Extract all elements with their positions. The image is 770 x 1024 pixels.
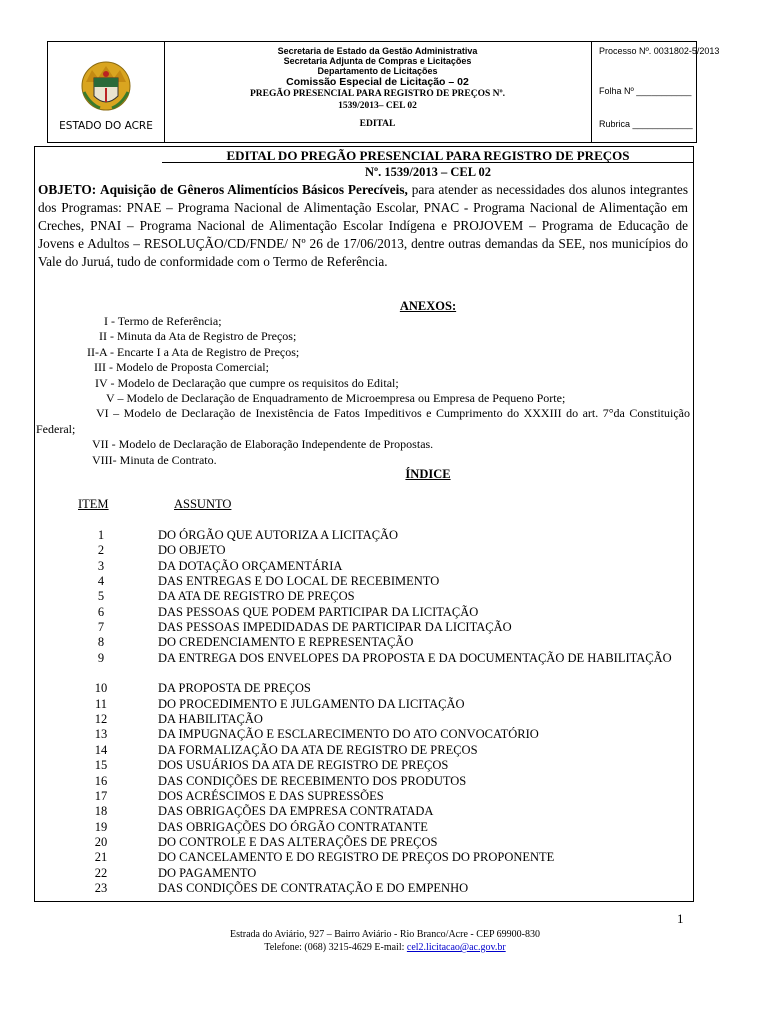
indice-row-number: 9 — [97, 650, 105, 665]
indice-row-subject: DA HABILITAÇÃO — [158, 712, 263, 727]
header-line-pregao: PREGÃO PRESENCIAL PARA REGISTRO DE PREÇOS Nº. — [249, 89, 505, 99]
indice-row-subject: DO ÓRGÃO QUE AUTORIZA A LICITAÇÃO — [158, 528, 399, 542]
indice-row — [60, 850, 690, 865]
indice-row — [60, 559, 690, 574]
indice-row-subject: DA PROPOSTA DE PREÇOS — [158, 681, 311, 696]
indice-row-number: 11 — [94, 696, 108, 711]
objeto-bold-text: Aquisição de Gêneros Alimentícios Básicos Perecíveis, — [99, 182, 408, 197]
indice-row-number: 3 — [97, 558, 105, 573]
header-line-edital: EDITAL — [359, 119, 396, 129]
indice-row-number: 10 — [94, 681, 108, 696]
anexo-item: II-A - Encarte I a Ata de Registro de Preços; — [87, 344, 300, 359]
indice-row — [60, 681, 690, 696]
indice-row-number: 6 — [97, 604, 105, 619]
anexo-item: VI – Modelo de Declaração de Inexistência de Fatos Impeditivos e Cumprimento do XXXIII do art. 7°da Constituição Federal; — [36, 406, 690, 436]
indice-row-number: 5 — [97, 589, 105, 604]
indice-row — [60, 727, 690, 742]
indice-row — [60, 605, 690, 620]
header-logo-cell — [48, 42, 165, 142]
indice-row — [60, 866, 690, 881]
indice-row — [60, 835, 690, 850]
header-line-departamento: Departamento de Licitações — [317, 66, 438, 76]
indice-row-subject: DA DOTAÇÃO ORÇAMENTÁRIA — [158, 558, 343, 573]
indice-row-number: 19 — [94, 819, 108, 834]
indice-row-subject: DA IMPUGNAÇÃO E ESCLARECIMENTO DO ATO CONVOCATÓRIO — [158, 727, 539, 742]
indice-row-number: 17 — [94, 788, 108, 803]
indice-row-number: 13 — [94, 727, 108, 742]
indice-row — [60, 743, 690, 758]
indice-row — [60, 820, 690, 835]
indice-row — [60, 697, 690, 712]
indice-row-number: 4 — [97, 574, 105, 589]
objeto-paragraph — [38, 181, 688, 271]
indice-row-subject: DA ATA DE REGISTRO DE PREÇOS — [158, 589, 355, 604]
indice-row-number: 1 — [97, 528, 105, 542]
anexos-list — [36, 314, 690, 468]
indice-row-number: 16 — [94, 773, 108, 788]
indice-row-number: 12 — [94, 712, 108, 727]
indice-row-subject: DO OBJETO — [158, 543, 226, 558]
indice-row-subject: DA ENTREGA DOS ENVELOPES DA PROPOSTA E DA DOCUMENTAÇÃO DE HABILITAÇÃO — [158, 650, 672, 665]
estado-label: ESTADO DO ACRE — [59, 120, 153, 132]
anexo-item: VII - Modelo de Declaração de Elaboração Independente de Propostas. — [92, 437, 434, 452]
anexo-item: II - Minuta da Ata de Registro de Preços; — [99, 329, 297, 344]
page-number: 1 — [677, 911, 684, 926]
rubrica-field: Rubrica ____________ — [599, 119, 693, 129]
folha-field: Folha Nº ___________ — [599, 86, 692, 96]
indice-col-item: ITEM — [78, 497, 109, 511]
indice-row-subject: DAS CONDIÇÕES DE CONTRATAÇÃO E DO EMPENHO — [158, 880, 469, 895]
edital-title: EDITAL DO PREGÃO PRESENCIAL PARA REGISTRO DE PREÇOS — [226, 148, 630, 163]
footer-phone: Telefone: (068) 3215-4629 E-mail: — [264, 942, 405, 953]
indice-row-subject: DA FORMALIZAÇÃO DA ATA DE REGISTRO DE PREÇOS — [158, 742, 478, 757]
indice-row — [60, 635, 690, 650]
footer-address: Estrada do Aviário, 927 – Bairro Aviário - Rio Branco/Acre - CEP 69900-830 — [229, 929, 541, 940]
indice-table — [60, 528, 690, 896]
indice-row — [60, 651, 690, 682]
anexo-item: V – Modelo de Declaração de Enquadramento de Microempresa ou Empresa de Pequeno Porte; — [106, 391, 566, 406]
indice-row-number: 14 — [94, 742, 108, 757]
indice-row-number: 2 — [97, 543, 105, 558]
header-line-numero: 1539/2013– CEL 02 — [338, 101, 417, 111]
indice-row — [60, 789, 690, 804]
processo-number: Processo Nº. 0031802-5/2013 — [599, 46, 720, 56]
indice-row-number: 20 — [94, 834, 108, 849]
header-title-cell — [164, 42, 592, 142]
indice-row — [60, 774, 690, 789]
indice-row-number: 21 — [94, 850, 108, 865]
indice-row-number: 23 — [94, 880, 108, 895]
indice-row-subject: DOS USUÁRIOS DA ATA DE REGISTRO DE PREÇOS — [158, 758, 449, 773]
indice-title: ÍNDICE — [405, 467, 451, 481]
indice-row-subject: DO PAGAMENTO — [158, 865, 257, 880]
indice-row-subject: DAS PESSOAS QUE PODEM PARTICIPAR DA LICITAÇÃO — [158, 604, 479, 619]
anexo-item: I - Termo de Referência; — [104, 314, 222, 328]
indice-row — [60, 881, 690, 896]
header-line-comissao: Comissão Especial de Licitação – 02 — [286, 76, 469, 88]
indice-row — [60, 804, 690, 819]
indice-row-number: 18 — [94, 804, 108, 819]
anexo-item: VIII- Minuta de Contrato. — [92, 452, 217, 467]
anexos-title: ANEXOS: — [399, 299, 457, 313]
indice-row-number: 15 — [94, 758, 108, 773]
indice-row-number: 8 — [97, 635, 105, 650]
indice-row — [60, 712, 690, 727]
document-header — [47, 41, 720, 143]
indice-row-subject: DO CREDENCIAMENTO E REPRESENTAÇÃO — [158, 635, 414, 650]
header-process-cell — [591, 42, 720, 142]
indice-row-subject: DAS PESSOAS IMPEDIDADAS DE PARTICIPAR DA LICITAÇÃO — [158, 620, 512, 635]
indice-row-subject: DO CANCELAMENTO E DO REGISTRO DE PREÇOS DO PROPONENTE — [158, 850, 555, 865]
footer-email-link[interactable]: cel2.licitacao@ac.gov.br — [406, 942, 506, 953]
indice-row-subject: DAS OBRIGAÇÕES DO ÓRGÃO CONTRATANTE — [158, 819, 428, 834]
indice-row — [60, 543, 690, 558]
indice-row-subject: DAS CONDIÇÕES DE RECEBIMENTO DOS PRODUTOS — [158, 773, 467, 788]
indice-row — [60, 620, 690, 635]
header-line-secretaria: Secretaria de Estado da Gestão Administrativa — [277, 46, 478, 56]
state-coat-of-arms-icon — [80, 60, 132, 116]
indice-row-subject: DAS ENTREGAS E DO LOCAL DE RECEBIMENTO — [158, 574, 440, 589]
indice-row-number: 7 — [97, 620, 105, 635]
anexo-item: IV - Modelo de Declaração que cumpre os requisitos do Edital; — [95, 375, 399, 390]
indice-row-subject: DOS ACRÉSCIMOS E DAS SUPRESSÕES — [158, 788, 384, 803]
objeto-text: para atender as necessidades dos alunos integrantes dos Programas: PNAE – Programa Nacional de Alimentação Escolar, PNAC - Programa Nacional de Alimentação em Creches, PNAI – Programa Nacional de Alimentação Escolar Indígena e PROJOVEM – Programa de Educação de Jovens e Adultos – RESOLUÇÃO/CD/FNDE/ Nº 26 de 17/06/2013, dentre outras demandas da SEE, nos municípios do Vale do Juruá, tudo de conformidade com o Termo de Referência. — [38, 182, 688, 269]
indice-row — [60, 528, 690, 543]
anexo-item: III - Modelo de Proposta Comercial; — [94, 360, 269, 375]
indice-row — [60, 589, 690, 604]
edital-subtitle: Nº. 1539/2013 – CEL 02 — [364, 165, 491, 179]
indice-row-subject: DO PROCEDIMENTO E JULGAMENTO DA LICITAÇÃO — [158, 696, 465, 711]
indice-row-subject: DAS OBRIGAÇÕES DA EMPRESA CONTRATADA — [158, 804, 434, 819]
indice-col-assunto: ASSUNTO — [174, 497, 232, 511]
footer-contact — [0, 941, 770, 954]
indice-row-number: 22 — [94, 865, 108, 880]
page-footer — [0, 928, 770, 954]
indice-row — [60, 758, 690, 773]
objeto-label: OBJETO: — [38, 182, 97, 197]
header-line-adjunta: Secretaria Adjunta de Compras e Licitações — [283, 56, 472, 66]
indice-row-subject: DO CONTROLE E DAS ALTERAÇÕES DE PREÇOS — [158, 834, 438, 849]
indice-row — [60, 574, 690, 589]
